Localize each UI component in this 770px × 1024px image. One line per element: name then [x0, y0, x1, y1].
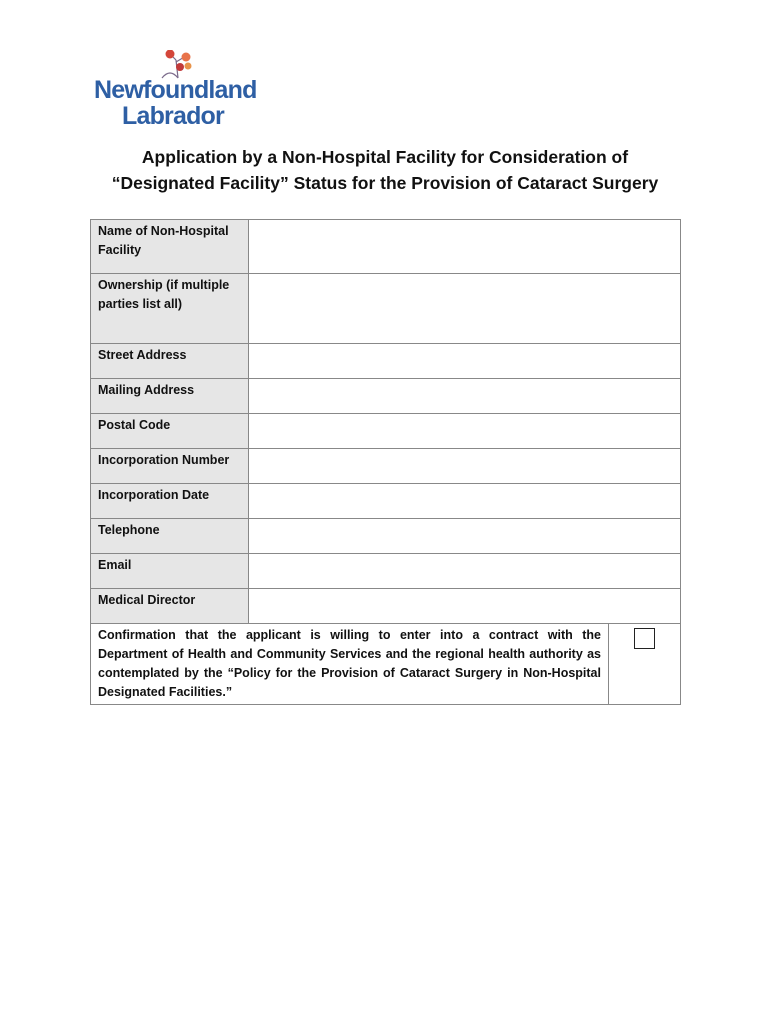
form-row-ownership — [91, 274, 681, 344]
incorporation-date-input[interactable] — [249, 484, 681, 519]
form-row-telephone — [91, 519, 681, 554]
field-label: Street Address — [91, 344, 249, 379]
medical-director-input[interactable] — [249, 589, 681, 624]
field-label: Incorporation Number — [91, 449, 249, 484]
confirmation-text: Confirmation that the applicant is willing to enter into a contract with the Department of Health and Community Services and the regional health authority as contemplated by the “Policy for the Provision of Cataract Surgery in Non-Hospital Designated Facilities.” — [91, 624, 609, 705]
form-row-postal-code — [91, 414, 681, 449]
title-line-1: Application by a Non-Hospital Facility for Consideration of — [141, 147, 629, 167]
confirmation-checkbox-cell — [609, 624, 681, 705]
field-label: Postal Code — [91, 414, 249, 449]
postal-code-input[interactable] — [249, 414, 681, 449]
document-title — [90, 144, 680, 196]
form-row-street-address — [91, 344, 681, 379]
form-row-facility-name — [91, 220, 681, 274]
form-row-mailing-address — [91, 379, 681, 414]
form-row-incorporation-number — [91, 449, 681, 484]
logo-wordmark-line1: Newfoundland — [94, 76, 257, 104]
title-line-2: “Designated Facility” Status for the Provision of Cataract Surgery — [111, 173, 659, 193]
ownership-input[interactable] — [249, 274, 681, 344]
telephone-input[interactable] — [249, 519, 681, 554]
form-row-medical-director — [91, 589, 681, 624]
field-label: Email — [91, 554, 249, 589]
form-row-email — [91, 554, 681, 589]
field-label: Mailing Address — [91, 379, 249, 414]
form-row-incorporation-date — [91, 484, 681, 519]
logo-wordmark-line2: Labrador — [122, 102, 224, 130]
field-label: Telephone — [91, 519, 249, 554]
logo — [90, 50, 257, 132]
street-address-input[interactable] — [249, 344, 681, 379]
mailing-address-input[interactable] — [249, 379, 681, 414]
field-label: Ownership (if multiple parties list all) — [91, 274, 249, 344]
application-form-table — [90, 219, 681, 705]
field-label: Name of Non-Hospital Facility — [91, 220, 249, 274]
facility-name-input[interactable] — [249, 220, 681, 274]
incorporation-number-input[interactable] — [249, 449, 681, 484]
confirmation-checkbox[interactable] — [634, 628, 655, 649]
field-label: Incorporation Date — [91, 484, 249, 519]
email-input[interactable] — [249, 554, 681, 589]
form-row-confirmation — [91, 624, 681, 705]
field-label: Medical Director — [91, 589, 249, 624]
